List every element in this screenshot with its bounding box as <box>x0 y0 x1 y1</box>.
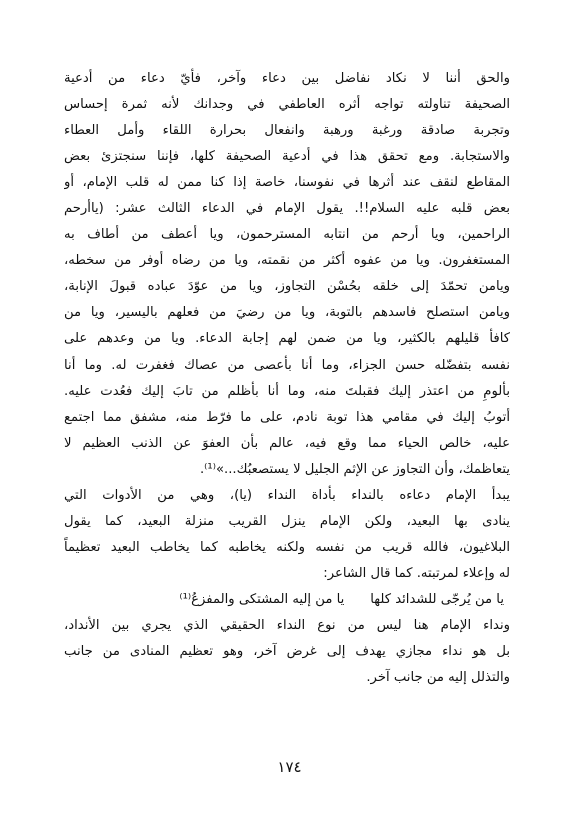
page-number: ١٧٤ <box>277 758 302 776</box>
text-line: الراحمين، ويا أرحم من انتابه المسترحمون، ويا أعطف من أطاف به <box>64 227 510 243</box>
text-line: والحق أننا لا نكاد نفاضل بين دعاء وآخر، فأيّ دعاء من أدعية <box>64 71 510 86</box>
text-line: ويامن تحمّدَ إلى خلقه بحُسْن التجاوز، ويا من عوّدَ عباده قبولَ الإنابة، <box>64 279 510 295</box>
text-line: يبدأ الإمام دعاءه بالنداء بأداة النداء (يا)، وهي من الأدوات التي <box>64 487 510 503</box>
text-line: المقاطع لنقف عند أثرها في نفوسنا، خاصة إذا كنا ممن له قلب الإمام، أو <box>64 175 510 191</box>
poetry-verse <box>64 587 510 613</box>
text-line: والتذلل إليه من جانب آخر. <box>366 670 510 686</box>
text-line: ينادى بها البعيد، ولكن الإمام ينزل القريب منزلة البعيد، كما يقول <box>64 513 510 529</box>
text-line: يتعاظمك، وأن التجاوز عن الإثم الجليل لا يستصعبُك...»⁽¹⁾. <box>199 461 510 477</box>
text-line: بعض قلبه عليه السلام!!. يقول الإمام في الدعاء الثالث عشر: (ياأرحم <box>64 201 510 217</box>
text-line: نفسه بتفضّله حسن الجزاء، وما أنا بأعصى من عصاك فغفرت له. وما أنا <box>64 357 510 373</box>
text-line: ونداء الإمام هنا ليس من نوع النداء الحقيقي الذي يجري بين الأنداد، <box>64 617 510 633</box>
text-line: بألومِ من اعتذر إليك فقبلتَ منه، وما أنا بأظلم من تابَ إليك فعُدت عليه. <box>64 383 510 399</box>
page-body <box>64 66 510 691</box>
text-line: بل هو نداء مجازي يهدف إلى غرض آخر، وهو تعظيم المنادى من جانب <box>64 644 510 660</box>
text-line: ويامن استصلح فاسدهم بالتوبة، ويا من رضيَ من فعلهم باليسير، ويا من <box>64 305 510 321</box>
text-line: كافأ قليلهم بالكثير، ويا من ضمن لهم إجابة الدعاء. ويا من وعدهم على <box>64 331 510 347</box>
text-line: المستغفرون. ويا من عفوه أكثر من نقمته، ويا من رضاه أوفر من سخطه، <box>64 253 510 269</box>
text-line: البلاغيون، فالله قريب من نفسه ولكنه يخاطبه كما يخاطب البعيد تعظيماً <box>64 539 510 555</box>
text-line: الصحيفة تناولته تواجه أثره العاطفي في وجدانك لأنه ثمرة إحساس <box>64 97 510 113</box>
text-line: أتوبُ إليك في مقامي هذا توبة نادم، على ما فرّط منه، مشفق مما اجتمع <box>64 409 510 425</box>
text-line: عليه، خالص الحياء مما وقع فيه، عالم بأن العفوَ عن الذنب العظيم لا <box>64 435 510 451</box>
verse-first-hemistich: يا من يُرجّى للشدائد كلها <box>370 591 504 607</box>
verse-second-hemistich: يا من إليه المشتكى والمفزعُ⁽¹⁾ <box>179 591 345 607</box>
text-line: وتجربة صادقة ورغبة ورهبة وانفعال بحرارة اللقاء وأمل العطاء <box>64 123 510 139</box>
text-line: والاستجابة. ومع تحقق هذا في أدعية الصحيفة كلها، فإننا سنجتزئ بعض <box>64 149 510 165</box>
text-line: له وإعلاء لمرتبته. كما قال الشاعر: <box>323 565 510 581</box>
